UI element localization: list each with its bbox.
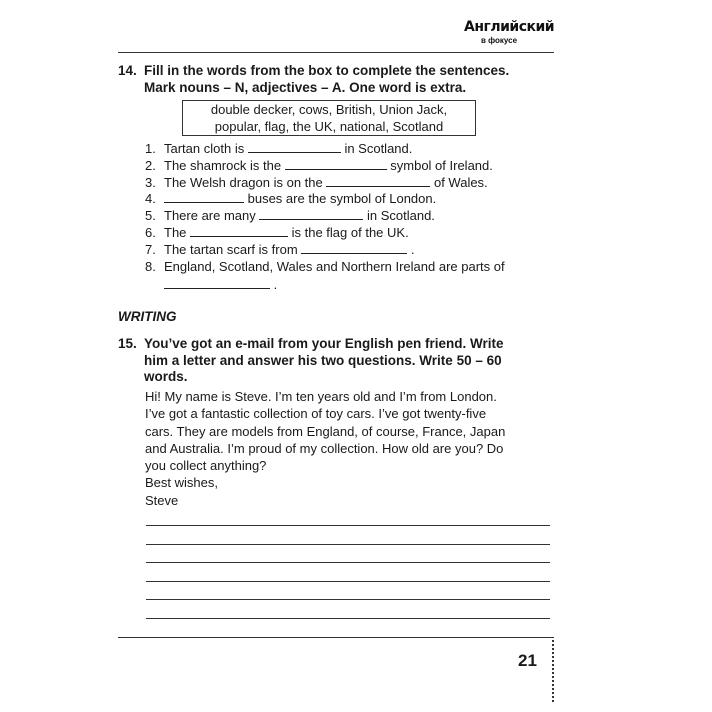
exercise-15-instruction-line-1: You’ve got an e-mail from your English pen friend. Write [144,336,504,351]
sentence-text-after: symbol of Ireland. [386,157,493,173]
writing-line[interactable] [146,562,550,581]
sentence-item [145,141,565,158]
letter-closing: Best wishes, [145,475,218,491]
sentence-item [145,191,565,208]
logo-subtitle: в фокусе [480,36,518,45]
letter-line: Hi! My name is Steve. I’m ten years old and I’m from London. [145,389,497,404]
answer-blank[interactable] [248,141,341,153]
letter-signature: Steve [145,492,179,508]
exercise-15-instruction-line-3: words. [144,369,188,384]
sentence-text-after: in Scotland. [340,141,413,156]
sentence-number: 6. [145,224,156,240]
answer-blank[interactable] [326,175,430,187]
sentence-text-before: The [164,224,191,240]
exercise-14-instruction-line-2: Mark nouns – N, adjectives – A. One word is extra. [144,79,467,95]
sentence-text-after: is the flag of the UK. [288,224,409,240]
answer-blank[interactable] [285,158,387,170]
logo-title: Английский [464,19,555,35]
word-box-line-1: double decker, cows, British, Union Jack, [210,102,448,117]
sentence-text-before: The shamrock is the [164,157,285,173]
dotted-cut-line [552,640,554,702]
sentence-number: 4. [145,191,156,207]
letter-line: I’ve got a fantastic collection of toy cars. I’ve got twenty-five [145,406,487,422]
sentence-text-before: The tartan scarf is from [164,241,302,257]
sentence-number: 1. [145,141,156,156]
sentence-text-before: Tartan cloth is [164,141,248,156]
answer-blank[interactable] [164,277,270,289]
sentence-item [145,175,565,192]
sentence-number: 3. [145,174,156,190]
sentence-number: 5. [145,208,156,224]
sentence-text-before: England, Scotland, Wales and Northern Ireland are parts of [164,258,505,274]
writing-line[interactable] [146,544,550,563]
exercise-15-heading [118,336,558,386]
sentence-text-after: of Wales. [430,174,488,190]
sentence-text-after: . [407,241,415,257]
answer-blank[interactable] [259,208,363,220]
writing-line[interactable] [146,618,550,637]
sentence-text-before: The Welsh dragon is on the [164,174,327,190]
letter-line: and Australia. I’m proud of my collection. How old are you? Do [145,440,504,456]
exercise-14-instruction-line-1: Fill in the words from the box to complete the sentences. [144,63,510,78]
section-title: WRITING [118,309,177,324]
sentence-list [145,141,565,275]
word-box [182,100,476,136]
answer-blank[interactable] [301,242,407,254]
sentence-text-after: buses are the symbol of London. [244,191,437,207]
sentence-8-continuation [164,277,277,293]
sentence-item [145,158,565,175]
sentence-text-before: There are many [164,208,260,224]
exercise-15-number: 15. [118,336,137,351]
exercise-14-heading [118,63,558,96]
exercise-15-instruction-line-2: him a letter and answer his two questions. Write 50 – 60 [144,352,502,368]
sentence-number: 7. [145,241,156,257]
sentence-number: 2. [145,157,156,173]
top-rule [118,52,554,53]
answer-writing-area[interactable] [146,525,550,636]
letter-line: cars. They are models from England, of course, France, Japan [145,423,506,439]
letter-line: you collect anything? [145,458,267,474]
book-logo [464,18,555,50]
email-letter [145,388,565,509]
bottom-rule [118,637,554,638]
sentence-text-after: in Scotland. [363,208,435,224]
sentence-item [145,225,565,242]
writing-line[interactable] [146,599,550,618]
writing-line[interactable] [146,525,550,544]
sentence-item [145,242,565,259]
sentence-item [145,259,565,276]
answer-blank[interactable] [164,191,244,203]
sentence-8-end: . [273,277,278,292]
page-number: 21 [518,651,537,670]
word-box-line-2: popular, flag, the UK, national, Scotland [214,118,444,134]
sentence-item [145,208,565,225]
answer-blank[interactable] [190,225,288,237]
sentence-number: 8. [145,258,156,274]
writing-line[interactable] [146,581,550,600]
exercise-14-number: 14. [118,63,137,78]
